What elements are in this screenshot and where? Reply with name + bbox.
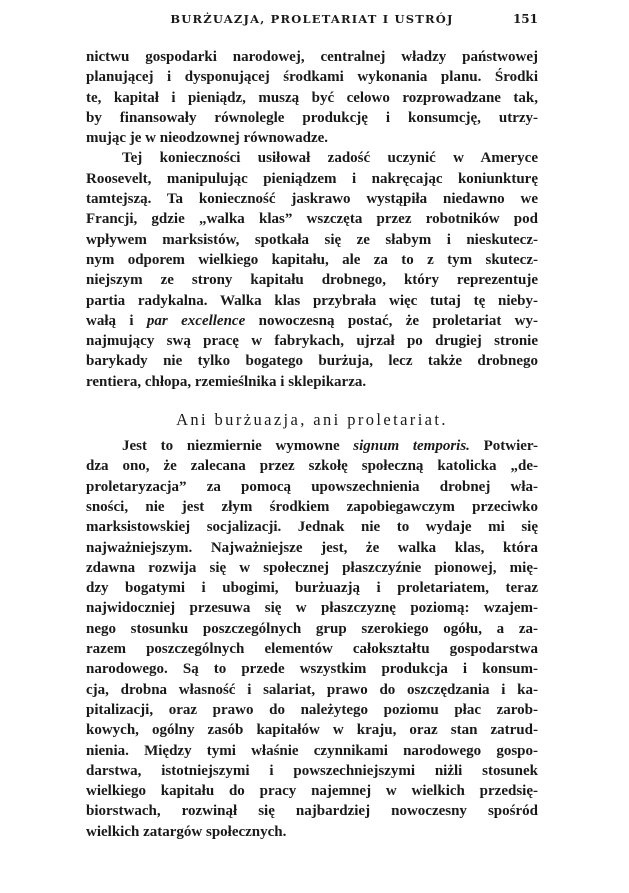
text-line: dzy bogatymi i ubogimi, burżuazją i proletariatem, teraz [86, 580, 538, 597]
text-line: Francji, gdzie „walka klas” wszczęta przez robotników pod [86, 211, 538, 228]
text-line: nego stosunku poszczególnych grup szerokiego ogółu, a za- [86, 620, 538, 637]
text-line: pitalizacji, oraz prawo do należytego poziomu płac zarob- [86, 701, 538, 718]
text-line: rentiera, chłopa, rzemieślnika i sklepikarza. [86, 373, 367, 390]
text-line: marksistowskiej socjalizacji. Jednak nie to wydaje mi się [86, 519, 538, 536]
text-line: mując je w nieodzownej równowadze. [86, 130, 329, 147]
text-fragment: nowoczesną postać, że proletariat wy- [258, 312, 538, 329]
text-fragment: Potwier- [483, 438, 538, 455]
text-line: niejszym ze strony kapitału drobnego, który reprezentuje [86, 272, 538, 289]
text-line: proletaryzacja” za pomocą upowszechnienia drobnej wła- [86, 478, 538, 495]
text-line: najmujący swą pracę w fabrykach, ujrzał po drugiej stronie [86, 333, 538, 350]
text-line: tamtejszą. Ta konieczność jaskrawo wystąpiła niedawno we [86, 191, 538, 208]
text-line: nienia. Między tymi właśnie czynnikami narodowego gospo- [86, 742, 538, 759]
text-line: dza ono, że zalecana przez szkołę społeczną katolicka „de- [86, 458, 538, 475]
text-line: nym odporem wielkiego kapitału, ale za to z tym skutecz- [86, 251, 538, 268]
body-text [86, 47, 538, 842]
text-line [86, 436, 538, 456]
text-line: zdawna rozwija się w społecznej płaszczyźnie pionowej, mię- [86, 559, 538, 576]
text-line: darstwa, istotniejszymi i powszechniejszymi niżli stosunek [86, 762, 538, 779]
text-line: razem poszczególnych elementów całokształtu gospodarstwa [86, 641, 538, 658]
section-heading: Ani burżuazja, ani proletariat. [176, 410, 448, 430]
text-line: nictwu gospodarki narodowej, centralnej władzy państwowej [86, 49, 538, 65]
running-title: BURŻUAZJA, PROLETARIAT I USTRÓJ [170, 12, 454, 26]
text-line: Tej konieczności usiłował zadość uczynić w Ameryce [122, 150, 538, 167]
text-fragment: wałą i [86, 312, 134, 329]
text-line: wpływem marksistów, spotkała się ze słabym i nieskutecz- [86, 231, 538, 248]
text-line: partia radykalna. Walka klas przybrała więc tutaj tę nieby- [86, 292, 538, 309]
italic-phrase: signum temporis. [353, 438, 470, 455]
text-line: cja, drobna własność i salariat, prawo do oszczędzania i ka- [86, 681, 538, 698]
text-line: Roosevelt, manipulując pieniądzem i nakręcając koniunkturę [86, 170, 538, 187]
text-line: sności, nie jest złym środkiem zapobiegawczym przeciwko [86, 498, 538, 515]
text-fragment: Jest to niezmiernie wymowne [122, 438, 340, 455]
text-line: biorstwach, rozwinął się najbardziej nowoczesny spośród [86, 803, 538, 820]
italic-phrase: par excellence [146, 312, 246, 329]
page-number: 151 [512, 12, 538, 26]
text-line: kowych, ogólny zasób kapitałów w kraju, oraz stan zatrud- [86, 722, 538, 739]
text-line: najwidoczniej przesuwa się w płaszczyznę poziomą: wzajem- [86, 600, 538, 617]
text-line: wielkiego kapitału do pracy najemnej w wielkich przedsię- [86, 783, 538, 800]
text-line: barykady nie tylko bogatego burżuja, lecz także drobnego [86, 353, 538, 370]
page-header [86, 12, 538, 32]
text-line: by finansowały równolegle produkcję i konsumcję, utrzy- [86, 109, 538, 126]
text-line: narodowego. Są to przede wszystkim produkcja i konsum- [86, 661, 538, 678]
text-line: wielkich zatargów społecznych. [86, 823, 287, 840]
text-line: najważniejszym. Najważniejsze jest, że walka klas, która [86, 539, 538, 556]
text-line: te, kapitał i pieniądz, muszą być celowo rozprowadzane tak, [86, 89, 538, 106]
text-line [86, 311, 538, 331]
text-line: planującej i dysponującej środkami wykonania planu. Środki [86, 69, 538, 86]
